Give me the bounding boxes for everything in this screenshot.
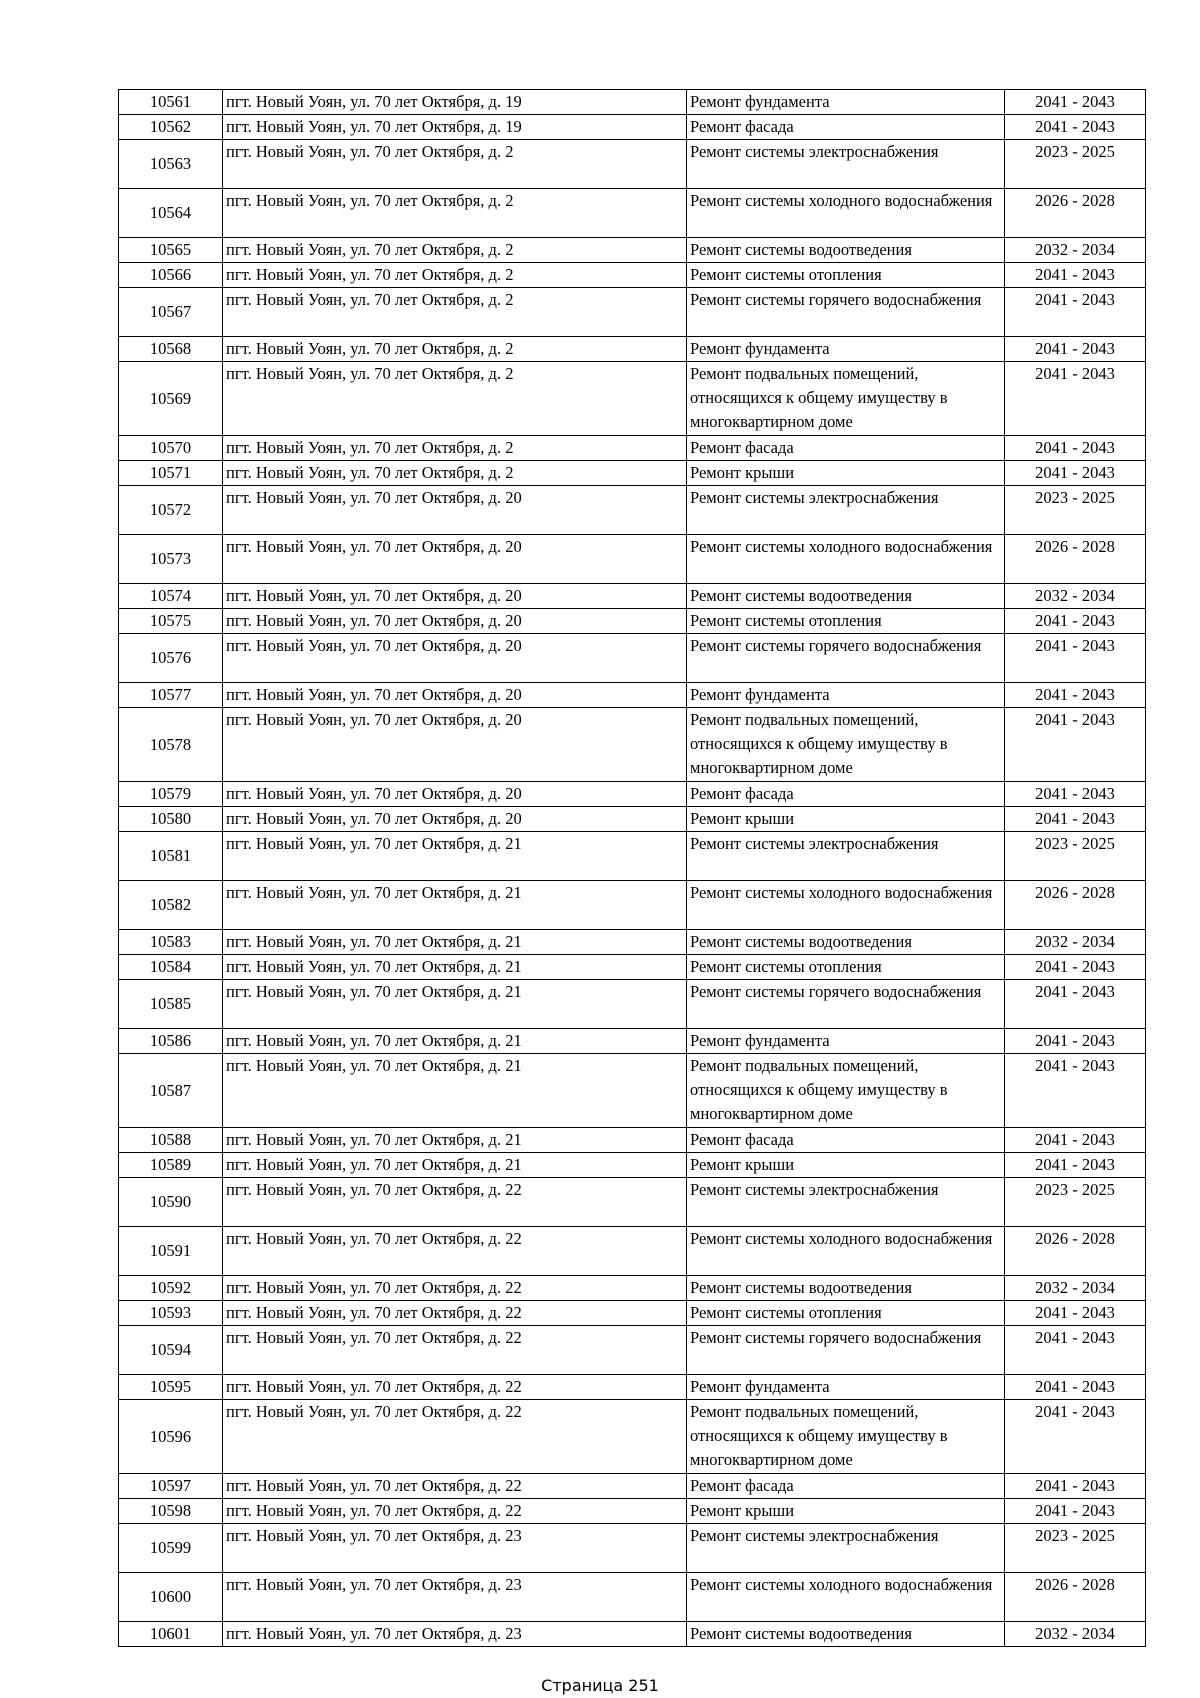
row-number-cell: 10586 — [119, 1029, 223, 1054]
table-row — [119, 238, 1146, 263]
work-type-cell: Ремонт крыши — [687, 1153, 1005, 1178]
table-row — [119, 1227, 1146, 1276]
years-cell: 2041 - 2043 — [1005, 1326, 1146, 1375]
address-cell: пгт. Новый Уоян, ул. 70 лет Октября, д. 23 — [223, 1524, 687, 1573]
table-row — [119, 1524, 1146, 1573]
years-cell: 2041 - 2043 — [1005, 337, 1146, 362]
address-cell: пгт. Новый Уоян, ул. 70 лет Октября, д. 22 — [223, 1326, 687, 1375]
row-number-cell: 10564 — [119, 189, 223, 238]
work-type-cell: Ремонт фасада — [687, 115, 1005, 140]
work-type-cell: Ремонт подвальных помещений, относящихся к общему имуществу в многоквартирном доме — [687, 1400, 1005, 1474]
work-type-cell: Ремонт фундамента — [687, 90, 1005, 115]
years-cell: 2041 - 2043 — [1005, 1128, 1146, 1153]
address-cell: пгт. Новый Уоян, ул. 70 лет Октября, д. 22 — [223, 1375, 687, 1400]
work-type-cell: Ремонт фундамента — [687, 1375, 1005, 1400]
row-number-cell: 10600 — [119, 1573, 223, 1622]
years-cell: 2041 - 2043 — [1005, 683, 1146, 708]
row-number-cell: 10582 — [119, 881, 223, 930]
address-cell: пгт. Новый Уоян, ул. 70 лет Октября, д. 2 — [223, 288, 687, 337]
address-cell: пгт. Новый Уоян, ул. 70 лет Октября, д. 19 — [223, 115, 687, 140]
row-number-cell: 10576 — [119, 634, 223, 683]
address-cell: пгт. Новый Уоян, ул. 70 лет Октября, д. 20 — [223, 609, 687, 634]
address-cell: пгт. Новый Уоян, ул. 70 лет Октября, д. 2 — [223, 263, 687, 288]
row-number-cell: 10599 — [119, 1524, 223, 1573]
row-number-cell: 10581 — [119, 832, 223, 881]
address-cell: пгт. Новый Уоян, ул. 70 лет Октября, д. 20 — [223, 782, 687, 807]
work-type-cell: Ремонт фасада — [687, 1128, 1005, 1153]
row-number-cell: 10569 — [119, 362, 223, 436]
address-cell: пгт. Новый Уоян, ул. 70 лет Октября, д. 21 — [223, 1054, 687, 1128]
table-row — [119, 1474, 1146, 1499]
years-cell: 2023 - 2025 — [1005, 1524, 1146, 1573]
years-cell: 2023 - 2025 — [1005, 486, 1146, 535]
table-row — [119, 362, 1146, 436]
table-row — [119, 1153, 1146, 1178]
table-row — [119, 1499, 1146, 1524]
work-type-cell: Ремонт системы холодного водоснабжения — [687, 1573, 1005, 1622]
work-type-cell: Ремонт фасада — [687, 436, 1005, 461]
years-cell: 2026 - 2028 — [1005, 881, 1146, 930]
work-type-cell: Ремонт фундамента — [687, 683, 1005, 708]
table-row — [119, 1054, 1146, 1128]
address-cell: пгт. Новый Уоян, ул. 70 лет Октября, д. 2 — [223, 140, 687, 189]
work-type-cell: Ремонт системы холодного водоснабжения — [687, 1227, 1005, 1276]
years-cell: 2041 - 2043 — [1005, 1054, 1146, 1128]
table-row — [119, 1622, 1146, 1647]
table-row — [119, 337, 1146, 362]
row-number-cell: 10584 — [119, 955, 223, 980]
row-number-cell: 10563 — [119, 140, 223, 189]
table-row — [119, 115, 1146, 140]
row-number-cell: 10596 — [119, 1400, 223, 1474]
address-cell: пгт. Новый Уоян, ул. 70 лет Октября, д. 22 — [223, 1178, 687, 1227]
table-row — [119, 140, 1146, 189]
years-cell: 2041 - 2043 — [1005, 263, 1146, 288]
work-type-cell: Ремонт системы отопления — [687, 263, 1005, 288]
address-cell: пгт. Новый Уоян, ул. 70 лет Октября, д. 22 — [223, 1474, 687, 1499]
work-type-cell: Ремонт системы водоотведения — [687, 584, 1005, 609]
years-cell: 2041 - 2043 — [1005, 1153, 1146, 1178]
address-cell: пгт. Новый Уоян, ул. 70 лет Октября, д. 20 — [223, 683, 687, 708]
row-number-cell: 10580 — [119, 807, 223, 832]
table-row — [119, 634, 1146, 683]
years-cell: 2032 - 2034 — [1005, 584, 1146, 609]
work-type-cell: Ремонт системы горячего водоснабжения — [687, 980, 1005, 1029]
work-type-cell: Ремонт системы электроснабжения — [687, 832, 1005, 881]
table-row — [119, 1276, 1146, 1301]
work-type-cell: Ремонт системы водоотведения — [687, 238, 1005, 263]
row-number-cell: 10594 — [119, 1326, 223, 1375]
work-type-cell: Ремонт крыши — [687, 461, 1005, 486]
row-number-cell: 10575 — [119, 609, 223, 634]
years-cell: 2041 - 2043 — [1005, 436, 1146, 461]
table-row — [119, 832, 1146, 881]
table-row — [119, 807, 1146, 832]
years-cell: 2041 - 2043 — [1005, 362, 1146, 436]
address-cell: пгт. Новый Уоян, ул. 70 лет Октября, д. 21 — [223, 1153, 687, 1178]
work-type-cell: Ремонт подвальных помещений, относящихся к общему имуществу в многоквартирном доме — [687, 362, 1005, 436]
address-cell: пгт. Новый Уоян, ул. 70 лет Октября, д. 2 — [223, 362, 687, 436]
table-row — [119, 1029, 1146, 1054]
row-number-cell: 10587 — [119, 1054, 223, 1128]
work-type-cell: Ремонт системы горячего водоснабжения — [687, 288, 1005, 337]
row-number-cell: 10597 — [119, 1474, 223, 1499]
table-row — [119, 930, 1146, 955]
work-type-cell: Ремонт системы электроснабжения — [687, 486, 1005, 535]
address-cell: пгт. Новый Уоян, ул. 70 лет Октября, д. 22 — [223, 1227, 687, 1276]
address-cell: пгт. Новый Уоян, ул. 70 лет Октября, д. 23 — [223, 1573, 687, 1622]
work-type-cell: Ремонт системы холодного водоснабжения — [687, 881, 1005, 930]
row-number-cell: 10578 — [119, 708, 223, 782]
address-cell: пгт. Новый Уоян, ул. 70 лет Октября, д. 20 — [223, 708, 687, 782]
work-type-cell: Ремонт крыши — [687, 1499, 1005, 1524]
address-cell: пгт. Новый Уоян, ул. 70 лет Октября, д. 23 — [223, 1622, 687, 1647]
row-number-cell: 10561 — [119, 90, 223, 115]
address-cell: пгт. Новый Уоян, ул. 70 лет Октября, д. 19 — [223, 90, 687, 115]
address-cell: пгт. Новый Уоян, ул. 70 лет Октября, д. 22 — [223, 1499, 687, 1524]
years-cell: 2041 - 2043 — [1005, 708, 1146, 782]
years-cell: 2026 - 2028 — [1005, 1573, 1146, 1622]
table-row — [119, 461, 1146, 486]
address-cell: пгт. Новый Уоян, ул. 70 лет Октября, д. 21 — [223, 1029, 687, 1054]
address-cell: пгт. Новый Уоян, ул. 70 лет Октября, д. 2 — [223, 337, 687, 362]
years-cell: 2041 - 2043 — [1005, 115, 1146, 140]
table-row — [119, 609, 1146, 634]
table-row — [119, 881, 1146, 930]
row-number-cell: 10589 — [119, 1153, 223, 1178]
work-type-cell: Ремонт системы холодного водоснабжения — [687, 189, 1005, 238]
table-row — [119, 584, 1146, 609]
row-number-cell: 10565 — [119, 238, 223, 263]
work-type-cell: Ремонт системы отопления — [687, 1301, 1005, 1326]
address-cell: пгт. Новый Уоян, ул. 70 лет Октября, д. 21 — [223, 1128, 687, 1153]
address-cell: пгт. Новый Уоян, ул. 70 лет Октября, д. 20 — [223, 535, 687, 584]
row-number-cell: 10571 — [119, 461, 223, 486]
row-number-cell: 10567 — [119, 288, 223, 337]
row-number-cell: 10574 — [119, 584, 223, 609]
years-cell: 2041 - 2043 — [1005, 461, 1146, 486]
table-row — [119, 436, 1146, 461]
work-type-cell: Ремонт системы отопления — [687, 609, 1005, 634]
row-number-cell: 10591 — [119, 1227, 223, 1276]
row-number-cell: 10590 — [119, 1178, 223, 1227]
address-cell: пгт. Новый Уоян, ул. 70 лет Октября, д. 20 — [223, 584, 687, 609]
works-table-body — [119, 90, 1146, 1647]
work-type-cell: Ремонт подвальных помещений, относящихся к общему имуществу в многоквартирном доме — [687, 1054, 1005, 1128]
address-cell: пгт. Новый Уоян, ул. 70 лет Октября, д. 22 — [223, 1400, 687, 1474]
years-cell: 2023 - 2025 — [1005, 140, 1146, 189]
table-row — [119, 1400, 1146, 1474]
years-cell: 2026 - 2028 — [1005, 535, 1146, 584]
works-table — [118, 89, 1146, 1647]
years-cell: 2032 - 2034 — [1005, 238, 1146, 263]
work-type-cell: Ремонт фундамента — [687, 337, 1005, 362]
table-row — [119, 90, 1146, 115]
work-type-cell: Ремонт системы водоотведения — [687, 1276, 1005, 1301]
table-row — [119, 486, 1146, 535]
years-cell: 2026 - 2028 — [1005, 189, 1146, 238]
row-number-cell: 10598 — [119, 1499, 223, 1524]
work-type-cell: Ремонт фундамента — [687, 1029, 1005, 1054]
years-cell: 2041 - 2043 — [1005, 1375, 1146, 1400]
address-cell: пгт. Новый Уоян, ул. 70 лет Октября, д. 21 — [223, 881, 687, 930]
work-type-cell: Ремонт крыши — [687, 807, 1005, 832]
row-number-cell: 10579 — [119, 782, 223, 807]
years-cell: 2041 - 2043 — [1005, 1301, 1146, 1326]
work-type-cell: Ремонт фасада — [687, 782, 1005, 807]
years-cell: 2041 - 2043 — [1005, 980, 1146, 1029]
table-row — [119, 1573, 1146, 1622]
work-type-cell: Ремонт системы горячего водоснабжения — [687, 1326, 1005, 1375]
address-cell: пгт. Новый Уоян, ул. 70 лет Октября, д. 21 — [223, 930, 687, 955]
address-cell: пгт. Новый Уоян, ул. 70 лет Октября, д. 20 — [223, 634, 687, 683]
row-number-cell: 10601 — [119, 1622, 223, 1647]
years-cell: 2023 - 2025 — [1005, 1178, 1146, 1227]
years-cell: 2041 - 2043 — [1005, 955, 1146, 980]
years-cell: 2041 - 2043 — [1005, 807, 1146, 832]
page-number: Страница 251 — [541, 1676, 659, 1695]
years-cell: 2023 - 2025 — [1005, 832, 1146, 881]
work-type-cell: Ремонт системы холодного водоснабжения — [687, 535, 1005, 584]
table-row — [119, 683, 1146, 708]
table-row — [119, 1128, 1146, 1153]
address-cell: пгт. Новый Уоян, ул. 70 лет Октября, д. 2 — [223, 461, 687, 486]
table-row — [119, 980, 1146, 1029]
table-row — [119, 288, 1146, 337]
work-type-cell: Ремонт подвальных помещений, относящихся к общему имуществу в многоквартирном доме — [687, 708, 1005, 782]
years-cell: 2041 - 2043 — [1005, 288, 1146, 337]
address-cell: пгт. Новый Уоян, ул. 70 лет Октября, д. 2 — [223, 436, 687, 461]
years-cell: 2026 - 2028 — [1005, 1227, 1146, 1276]
table-row — [119, 955, 1146, 980]
work-type-cell: Ремонт системы отопления — [687, 955, 1005, 980]
row-number-cell: 10585 — [119, 980, 223, 1029]
table-row — [119, 1301, 1146, 1326]
address-cell: пгт. Новый Уоян, ул. 70 лет Октября, д. 22 — [223, 1301, 687, 1326]
work-type-cell: Ремонт системы водоотведения — [687, 1622, 1005, 1647]
years-cell: 2041 - 2043 — [1005, 1499, 1146, 1524]
row-number-cell: 10577 — [119, 683, 223, 708]
table-row — [119, 1178, 1146, 1227]
years-cell: 2041 - 2043 — [1005, 1474, 1146, 1499]
work-type-cell: Ремонт системы горячего водоснабжения — [687, 634, 1005, 683]
table-row — [119, 1326, 1146, 1375]
row-number-cell: 10588 — [119, 1128, 223, 1153]
years-cell: 2041 - 2043 — [1005, 609, 1146, 634]
row-number-cell: 10595 — [119, 1375, 223, 1400]
row-number-cell: 10568 — [119, 337, 223, 362]
address-cell: пгт. Новый Уоян, ул. 70 лет Октября, д. 2 — [223, 189, 687, 238]
years-cell: 2041 - 2043 — [1005, 1029, 1146, 1054]
table-row — [119, 535, 1146, 584]
address-cell: пгт. Новый Уоян, ул. 70 лет Октября, д. 21 — [223, 980, 687, 1029]
row-number-cell: 10573 — [119, 535, 223, 584]
years-cell: 2041 - 2043 — [1005, 1400, 1146, 1474]
table-row — [119, 708, 1146, 782]
work-type-cell: Ремонт системы водоотведения — [687, 930, 1005, 955]
table-row — [119, 782, 1146, 807]
years-cell: 2032 - 2034 — [1005, 1622, 1146, 1647]
row-number-cell: 10562 — [119, 115, 223, 140]
years-cell: 2032 - 2034 — [1005, 1276, 1146, 1301]
work-type-cell: Ремонт системы электроснабжения — [687, 140, 1005, 189]
row-number-cell: 10570 — [119, 436, 223, 461]
table-row — [119, 189, 1146, 238]
address-cell: пгт. Новый Уоян, ул. 70 лет Октября, д. 2 — [223, 238, 687, 263]
work-type-cell: Ремонт системы электроснабжения — [687, 1524, 1005, 1573]
work-type-cell: Ремонт системы электроснабжения — [687, 1178, 1005, 1227]
address-cell: пгт. Новый Уоян, ул. 70 лет Октября, д. 21 — [223, 955, 687, 980]
row-number-cell: 10593 — [119, 1301, 223, 1326]
years-cell: 2032 - 2034 — [1005, 930, 1146, 955]
address-cell: пгт. Новый Уоян, ул. 70 лет Октября, д. 22 — [223, 1276, 687, 1301]
work-type-cell: Ремонт фасада — [687, 1474, 1005, 1499]
years-cell: 2041 - 2043 — [1005, 634, 1146, 683]
row-number-cell: 10592 — [119, 1276, 223, 1301]
years-cell: 2041 - 2043 — [1005, 782, 1146, 807]
table-row — [119, 263, 1146, 288]
address-cell: пгт. Новый Уоян, ул. 70 лет Октября, д. 21 — [223, 832, 687, 881]
row-number-cell: 10566 — [119, 263, 223, 288]
address-cell: пгт. Новый Уоян, ул. 70 лет Октября, д. 20 — [223, 486, 687, 535]
row-number-cell: 10583 — [119, 930, 223, 955]
row-number-cell: 10572 — [119, 486, 223, 535]
years-cell: 2041 - 2043 — [1005, 90, 1146, 115]
table-row — [119, 1375, 1146, 1400]
address-cell: пгт. Новый Уоян, ул. 70 лет Октября, д. 20 — [223, 807, 687, 832]
